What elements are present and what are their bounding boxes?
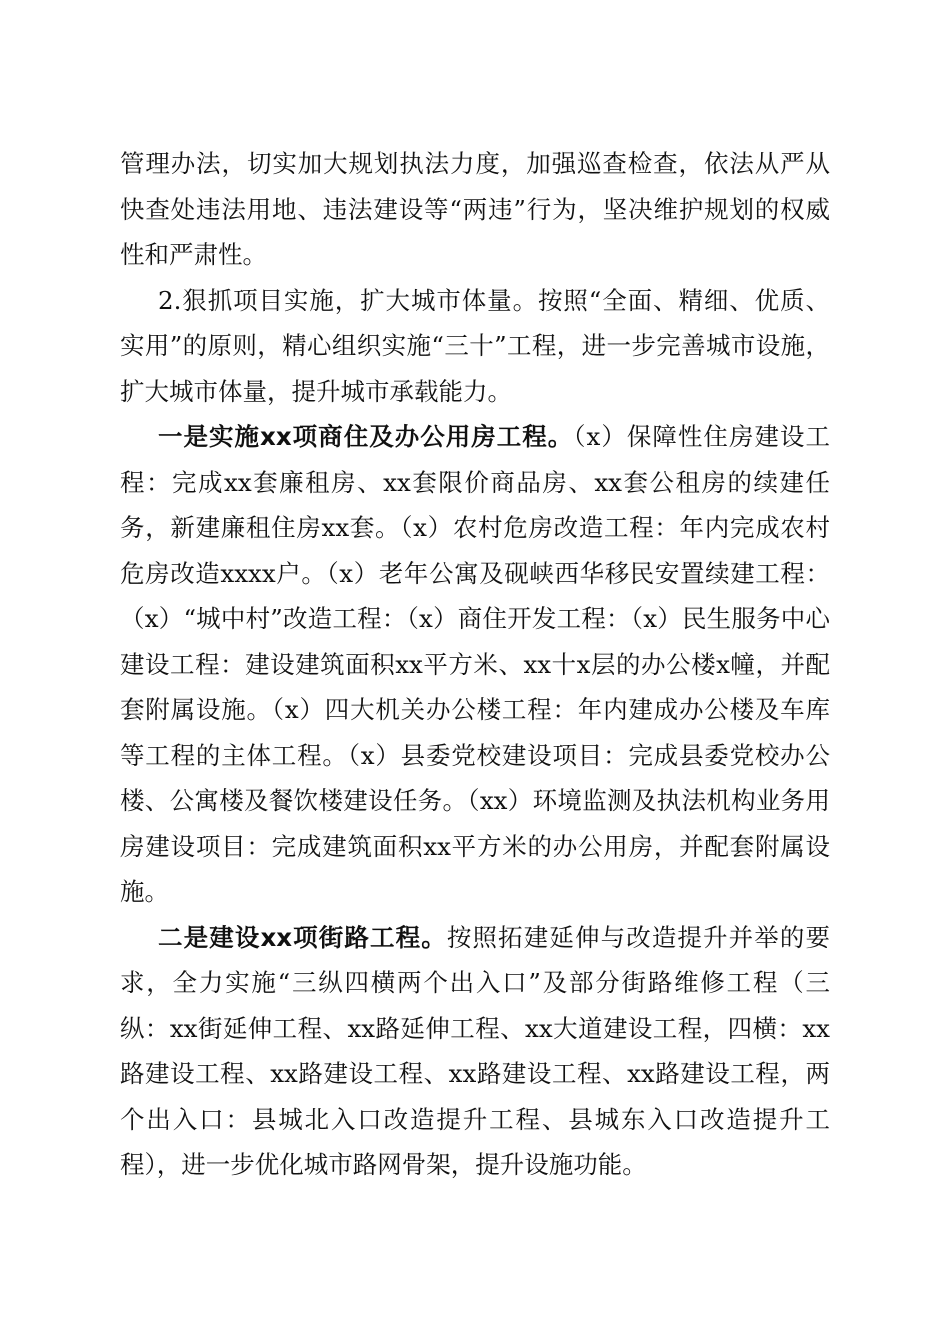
paragraph-lead-heading: 二是建设xx项街路工程。: [158, 922, 447, 952]
paragraph-street-projects: [120, 915, 830, 1188]
paragraph-text: 按照拓建延伸与改造提升并举的要求，全力实施“三纵四横两个出入口”及部分街路维修工程（三纵：xx街延伸工程、xx路延伸工程、xx大道建设工程，四横：xx路建设工程、xx路建设工程、xx路建设工程、xx路建设工程，两个出入口：县城北入口改造提升工程、县城东入口改造提升工程），进一步优化城市路网骨架，提升设施功能。: [120, 922, 831, 1179]
paragraph-text: 2.狠抓项目实施，扩大城市体量。按照“全面、精细、优质、实用”的原则，精心组织实施“三十”工程，进一步完善城市设施，扩大城市体量，提升城市承载能力。: [120, 285, 830, 406]
paragraph-planning-enforcement: [120, 141, 830, 278]
paragraph-project-implementation: [120, 278, 830, 415]
paragraph-lead-heading: 一是实施xx项商住及办公用房工程。: [158, 422, 574, 451]
document-body: [120, 141, 830, 1188]
paragraph-text: 管理办法，切实加大规划执法力度，加强巡查检查，依法从严从快查处违法用地、违法建设等“两违”行为，坚决维护规划的权威性和严肃性。: [120, 149, 830, 269]
paragraph-text: （x）保障性住房建设工程：完成xx套廉租房、xx套限价商品房、xx套公租房的续建任务，新建廉租住房xx套。（x）农村危房改造工程：年内完成农村危房改造xxxx户。（x）老年公寓及砚峡西华移民安置续建工程：（x）“城中村”改造工程：（x）商住开发工程：（x）民生服务中心建设工程：建设建筑面积xx平方米、xx十x层的办公楼x幢，并配套附属设施。（x）四大机关办公楼工程：年内建成办公楼及车库等工程的主体工程。（x）县委党校建设项目：完成县委党校办公楼、公寓楼及餐饮楼建设任务。（xx）环境监测及执法机构业务用房建设项目：完成建筑面积xx平方米的办公用房，并配套附属设施。: [120, 422, 830, 906]
paragraph-housing-projects: [120, 414, 830, 915]
